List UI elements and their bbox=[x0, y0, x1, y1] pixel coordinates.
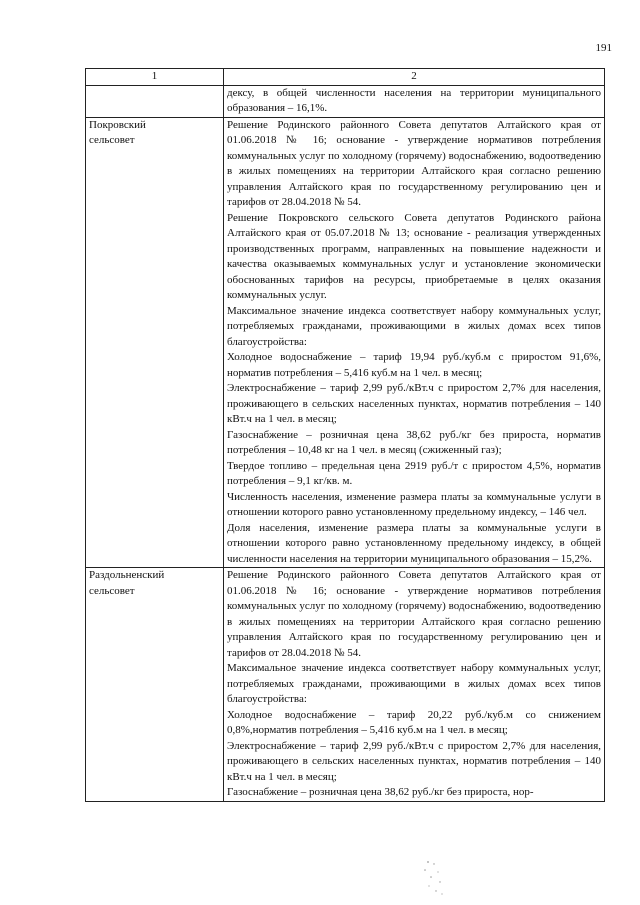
table-row bbox=[86, 85, 605, 117]
municipality-name: Покровский сельсовет bbox=[86, 117, 224, 568]
scan-artifact-marks bbox=[420, 858, 450, 898]
paragraph: Холодное водоснабжение – тариф 20,22 руб./куб.м со снижением 0,8%,норматив потребления – 5,416 куб.м на 1 чел. в месяц; bbox=[227, 708, 601, 736]
page-number: 191 bbox=[595, 42, 612, 54]
paragraph: Электроснабжение – тариф 2,99 руб./кВт.ч с приростом 2,7% для населения, проживающего в сельских населенных пунктах, норматив потребления – 140 кВт.ч на 1 чел. в месяц; bbox=[227, 382, 601, 425]
table-row bbox=[86, 568, 605, 802]
description-cell bbox=[224, 568, 605, 802]
paragraph: Газоснабжение – розничная цена 38,62 руб./кг без прироста, норматив потребления – 10,48 кг на 1 чел. в месяц (сжиженный газ); bbox=[227, 428, 601, 456]
table-header-row bbox=[86, 69, 605, 86]
paragraph: Газоснабжение – розничная цена 38,62 руб./кг без прироста, нор- bbox=[227, 786, 534, 798]
paragraph: Холодное водоснабжение – тариф 19,94 руб./куб.м с приростом 91,6%, норматив потребления – 5,416 куб.м на 1 чел. в месяц; bbox=[227, 351, 601, 379]
column-header-1: 1 bbox=[86, 69, 224, 86]
paragraph: Максимальное значение индекса соответствует набору коммунальных услуг, потребляемых гражданами, проживающими в жилых домах всех типов благоустройства: bbox=[227, 662, 601, 705]
tariff-table bbox=[85, 68, 605, 802]
paragraph: дексу, в общей численности населения на территории муниципального образования – 16,1%. bbox=[227, 86, 601, 114]
paragraph: Максимальное значение индекса соответствует набору коммунальных услуг, потребляемых гражданами, проживающими в жилых домах всех типов благоустройства: bbox=[227, 304, 601, 348]
municipality-name bbox=[86, 85, 224, 117]
paragraph: Твердое топливо – предельная цена 2919 руб./т с приростом 4,5%, норматив потребления – 9,1 кг/кв. м. bbox=[227, 459, 601, 487]
paragraph: Решение Родинского районного Совета депутатов Алтайского края от 01.06.2018 № 16; основание - утверждение нормативов потребления коммунальных услуг по холодному (горячему) водоснабжению, водоотведению в жилых помещениях на территории Алтайского края согласно решению управления Алтайского края по государственному регулированию цен и тарифов от 28.04.2018 № 54. bbox=[227, 569, 601, 659]
description-cell bbox=[224, 85, 605, 117]
paragraph: Электроснабжение – тариф 2,99 руб./кВт.ч с приростом 2,7% для населения, проживающего в сельских населенных пунктах, норматив потребления – 140 кВт.ч на 1 чел. в месяц; bbox=[227, 739, 601, 783]
description-cell bbox=[224, 117, 605, 568]
paragraph: Решение Покровского сельского Совета депутатов Родинского района Алтайского края от 05.07.2018 № 13; основание - реализация утвержденных производственных программ, направленных на повышение надежности и качества оказываемых коммунальных услуг и установление экономически обоснованных тарифов на ресурсы, приобретаемые в целях оказания коммунальных услуг. bbox=[227, 211, 601, 301]
municipality-name: Раздольненский сельсовет bbox=[86, 568, 224, 802]
paragraph: Доля населения, изменение размера платы за коммунальные услуги в отношении которого равно установленному предельному индексу, в общей численности населения на территории муниципального образования – 15,2%. bbox=[227, 521, 601, 565]
paragraph: Численность населения, изменение размера платы за коммунальные услуги в отношении которого равно установленному предельному индексу, – 146 чел. bbox=[227, 490, 601, 518]
column-header-2: 2 bbox=[224, 69, 605, 86]
paragraph: Решение Родинского районного Совета депутатов Алтайского края от 01.06.2018 № 16; основание - утверждение нормативов потребления коммунальных услуг по холодному (горячему) водоснабжению, водоотведению в жилых помещениях на территории Алтайского края согласно решению управления Алтайского края по государственному регулированию цен и тарифов от 28.04.2018 № 54. bbox=[227, 118, 601, 208]
table-row bbox=[86, 117, 605, 568]
